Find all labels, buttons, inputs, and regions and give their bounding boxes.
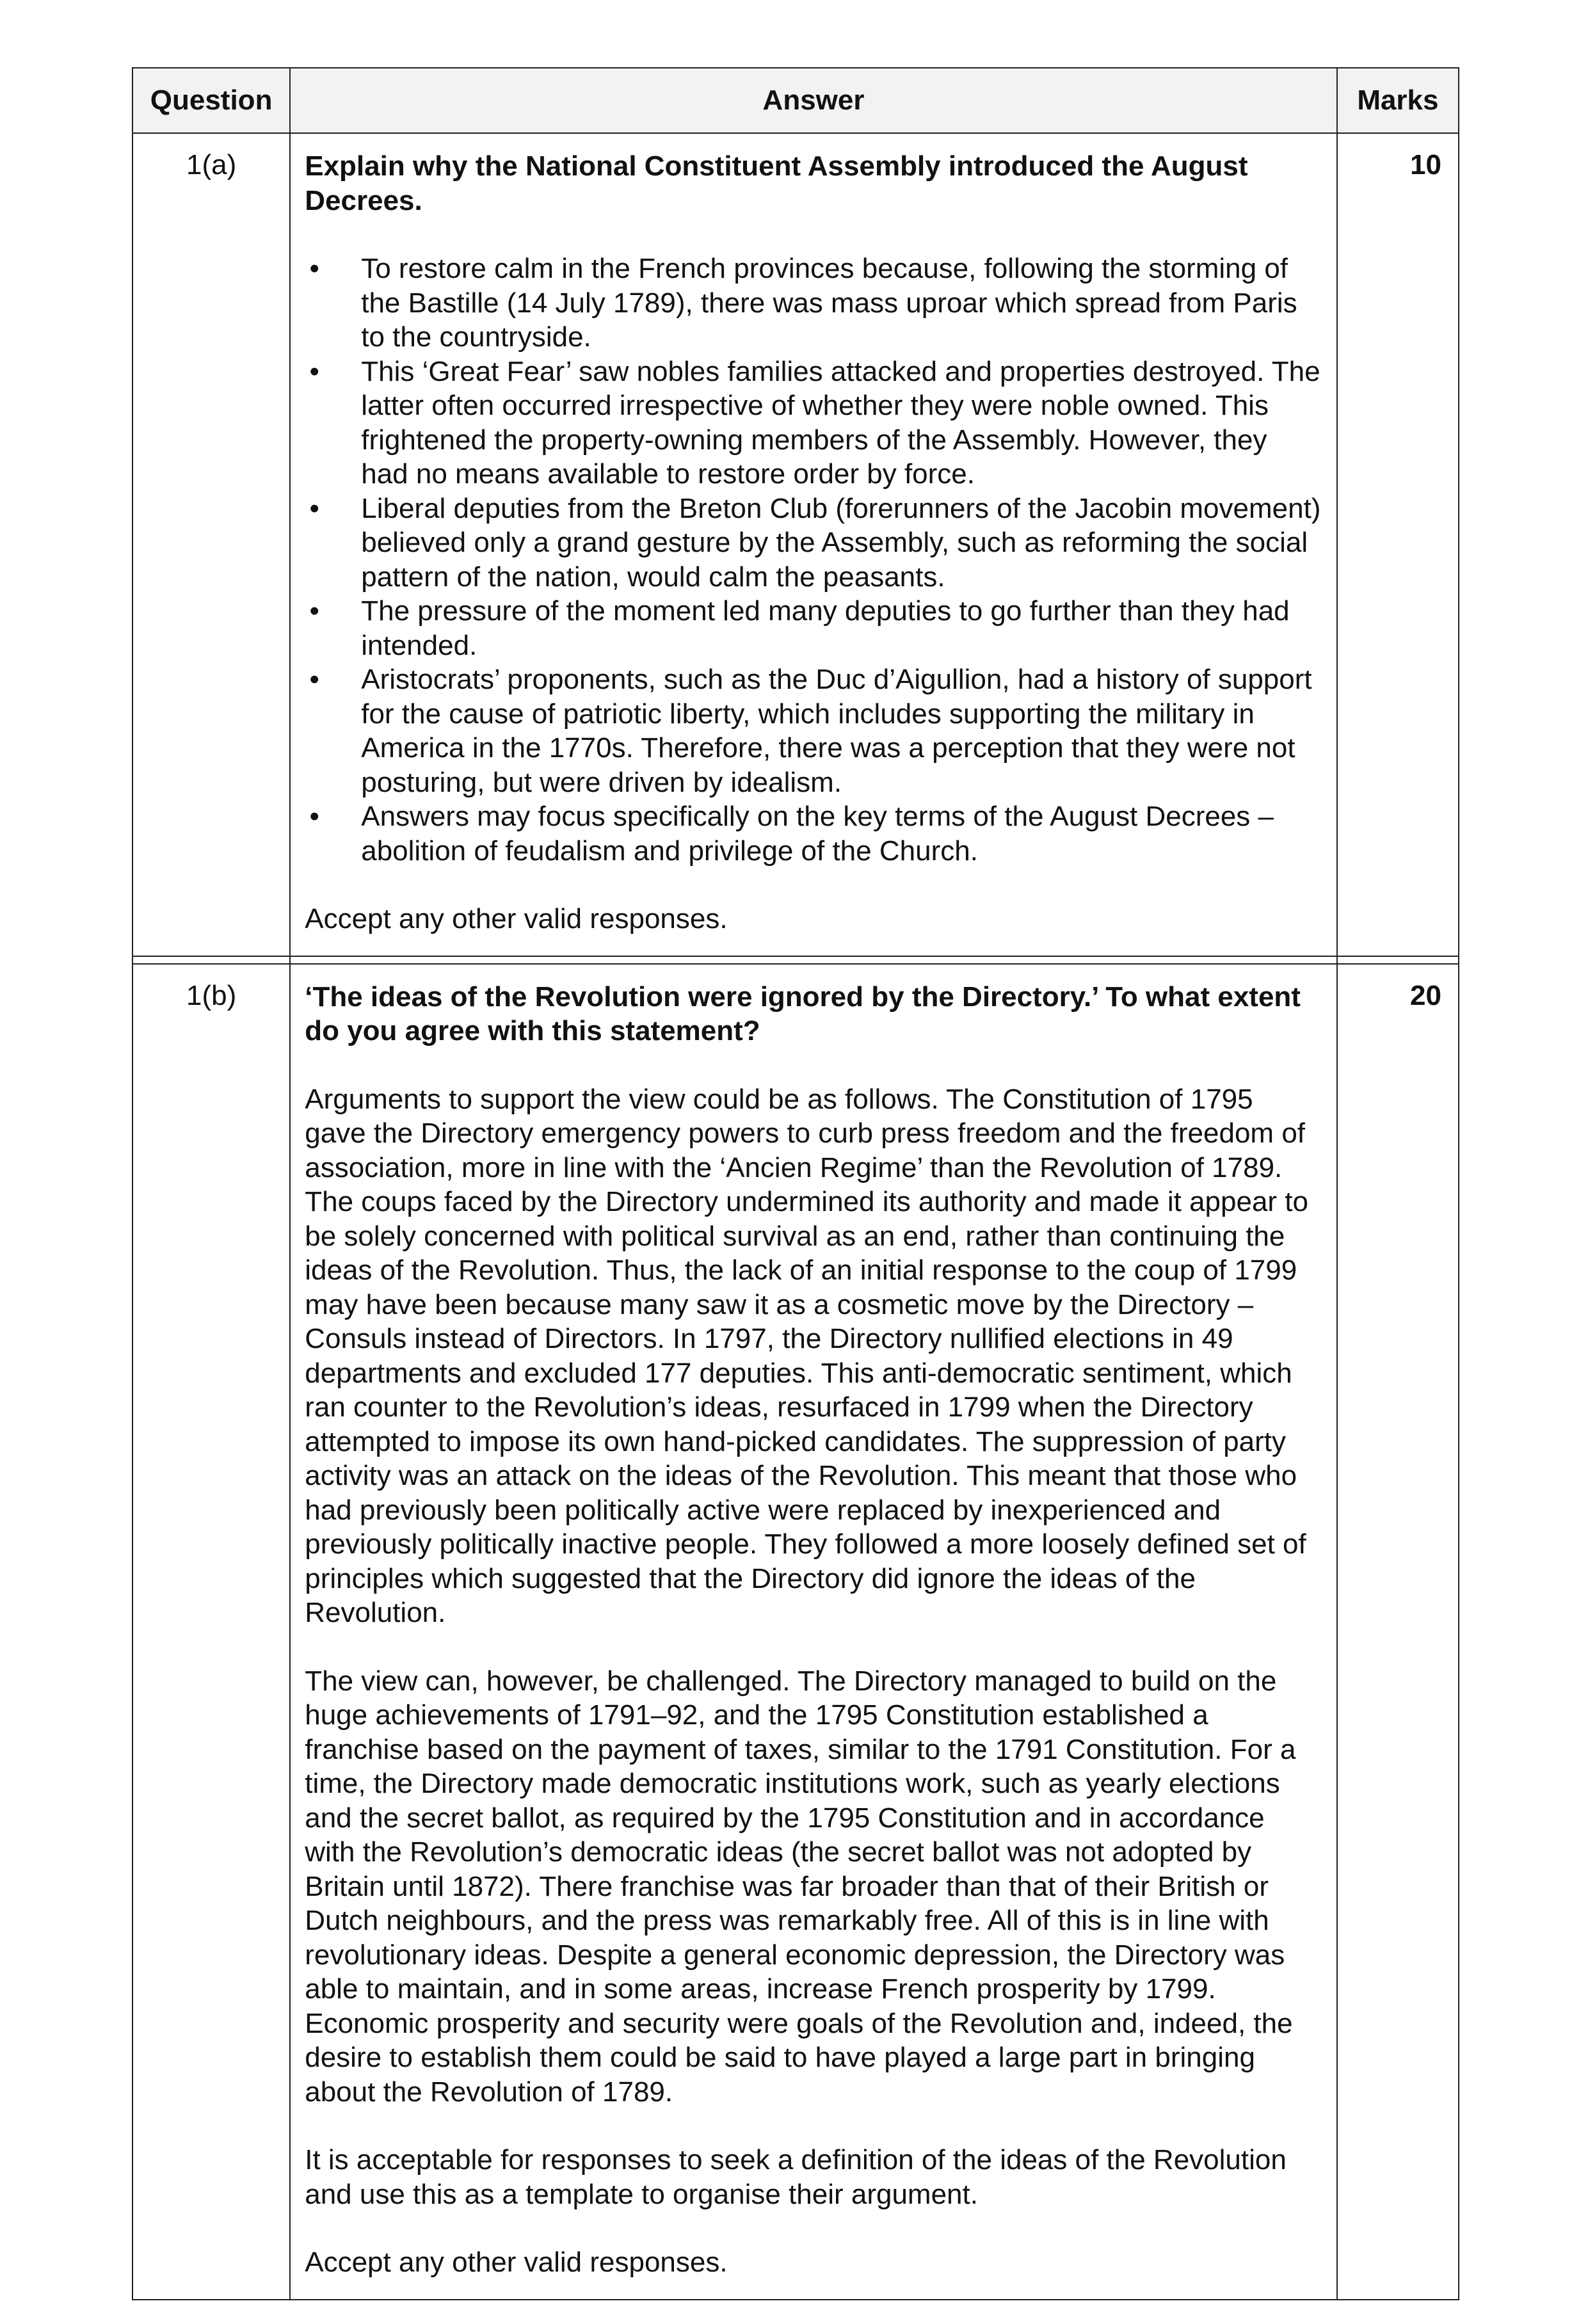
- closing-note: Accept any other valid responses.: [305, 903, 728, 934]
- header-row: [132, 68, 1459, 133]
- answer-points-list: [305, 252, 1321, 868]
- list-item: [305, 492, 1321, 595]
- marks-column-header: Marks: [1337, 68, 1459, 133]
- table-row-1b: [132, 964, 1459, 2300]
- bullet-icon: •: [309, 355, 319, 387]
- question-number: 1(a): [132, 133, 290, 956]
- point-text: The pressure of the moment led many deputies to go further than they had intended.: [361, 595, 1290, 661]
- answer-paragraph: It is acceptable for responses to seek a definition of the ideas of the Revolution and use this as a template to organise their argument.: [305, 2144, 1287, 2210]
- bullet-icon: •: [309, 253, 319, 284]
- bullet-icon: •: [309, 492, 319, 524]
- answer-cell: [290, 964, 1337, 2300]
- row-divider: [132, 956, 1459, 964]
- answer-paragraph: Arguments to support the view could be as follows. The Constitution of 1795 gave the Directory emergency powers to curb press freedom and the freedom of association, more in line with the ‘Ancien Regime’ than the Revolution of 1789. The coups faced by the Directory undermined its authority and made it appear to be solely concerned with political survival as an end, rather than continuing the ideas of the Revolution. Thus, the lack of an initial response to the coup of 1799 may have been because many saw it as a cosmetic move by the Directory – Consuls instead of Directors. In 1797, the Directory nullified elections in 49 departments and excluded 177 deputies. This anti-democratic sentiment, which ran counter to the Revolution’s ideas, resurfaced in 1799 when the Directory attempted to impose its own hand-picked candidates. The suppression of party activity was an attack on the ideas of the Revolution. This meant that those who had previously been politically active were replaced by inexperienced and previously politically inactive people. They followed a more loosely defined set of principles which suggested that the Directory did ignore the ideas of the Revolution.: [305, 1083, 1308, 1628]
- point-text: To restore calm in the French provinces because, following the storming of the Bastille (14 July 1789), there was mass uproar which spread from Paris to the countryside.: [361, 253, 1297, 353]
- point-text: Liberal deputies from the Breton Club (forerunners of the Jacobin movement) believed only a grand gesture by the Assembly, such as reforming the social pattern of the nation, would calm the peasants.: [361, 492, 1321, 593]
- list-item: [305, 355, 1321, 492]
- answer-paragraph: The view can, however, be challenged. The Directory managed to build on the huge achievements of 1791–92, and the 1795 Constitution established a franchise based on the payment of taxes, similar to the 1791 Constitution. For a time, the Directory made democratic institutions work, such as yearly elections and the secret ballot, as required by the 1795 Constitution and in accordance with the Revolution’s democratic ideas (the secret ballot was not adopted by Britain until 1872). There franchise was far broader than that of their British or Dutch neighbours, and the press was remarkably free. All of this is in line with revolutionary ideas. Despite a general economic depression, the Directory was able to maintain, and in some areas, increase French prosperity by 1799. Economic prosperity and security were goals of the Revolution and, indeed, the desire to establish them could be said to have played a large part in bringing about the Revolution of 1789.: [305, 1665, 1296, 2108]
- marks-value: 20: [1337, 964, 1459, 2300]
- closing-note: Accept any other valid responses.: [305, 2247, 728, 2278]
- answer-cell: [290, 133, 1337, 956]
- bullet-icon: •: [309, 801, 319, 832]
- question-title: ‘The ideas of the Revolution were ignored by the Directory.’ To what extent do you agree with this statement?: [305, 981, 1301, 1046]
- point-text: Aristocrats’ proponents, such as the Duc d’Aigullion, had a history of support for the cause of patriotic liberty, which includes supporting the military in America in the 1770s. Therefore, there was a perception that they were not posturing, but were driven by idealism.: [361, 664, 1312, 798]
- question-column-header: Question: [132, 68, 290, 133]
- bullet-icon: •: [309, 664, 319, 695]
- marks-value: 10: [1337, 133, 1459, 956]
- list-item: [305, 662, 1321, 799]
- answer-column-header: Answer: [290, 68, 1337, 133]
- list-item: [305, 594, 1321, 662]
- question-title: Explain why the National Constituent Assembly introduced the August Decrees.: [305, 150, 1248, 216]
- bullet-icon: •: [309, 595, 319, 627]
- list-item: [305, 252, 1321, 355]
- question-number: 1(b): [132, 964, 290, 2300]
- table-row-1a: [132, 133, 1459, 956]
- point-text: This ‘Great Fear’ saw nobles families attacked and properties destroyed. The latter often occurred irrespective of whether they were noble owned. This frightened the property-owning members of the Assembly. However, they had no means available to restore order by force.: [361, 355, 1320, 490]
- list-item: [305, 799, 1321, 868]
- mark-scheme-table: [132, 67, 1459, 2300]
- point-text: Answers may focus specifically on the key terms of the August Decrees – abolition of feudalism and privilege of the Church.: [361, 801, 1274, 867]
